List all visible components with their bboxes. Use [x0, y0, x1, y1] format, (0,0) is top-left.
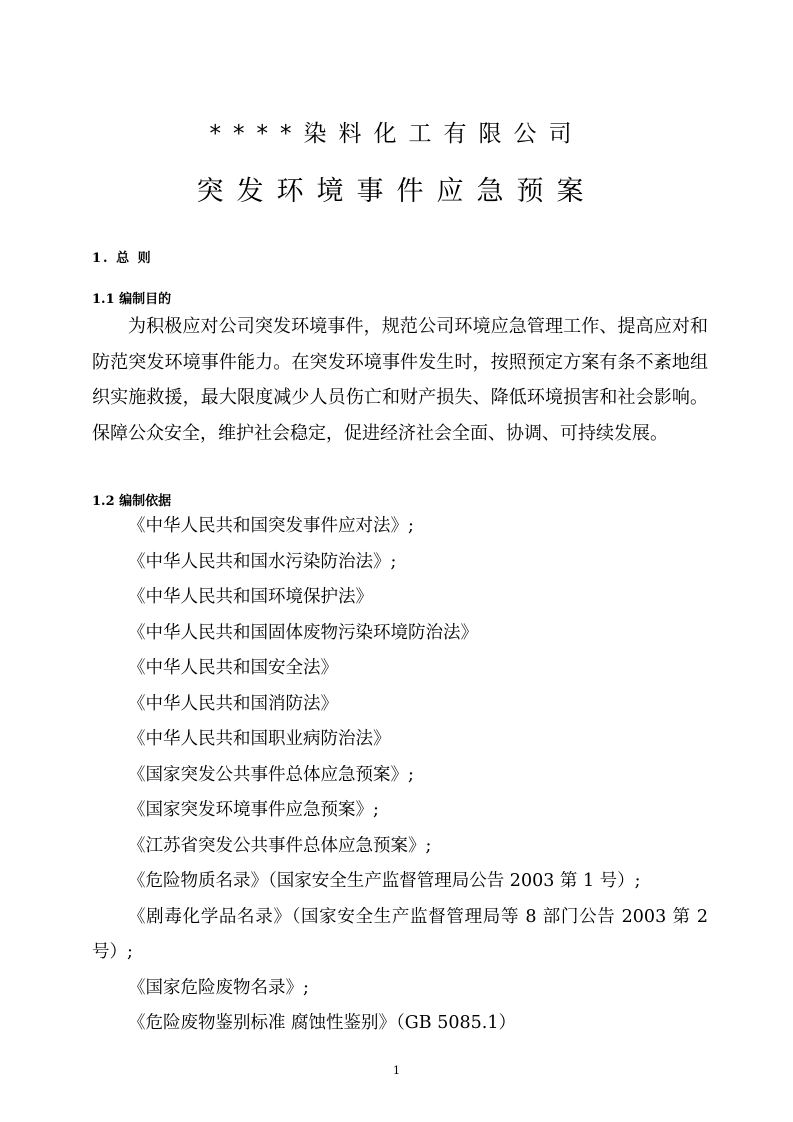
reference-item: 《危险废物鉴别标准 腐蚀性鉴别》（GB 5085.1）: [128, 1013, 516, 1033]
reference-item: 《中华人民共和国突发事件应对法》;: [128, 516, 414, 536]
reference-item: 《中华人民共和国消防法》: [128, 693, 338, 714]
company-name: ****染料化工有限公司: [209, 121, 584, 147]
reference-item: 《中华人民共和国职业病防治法》: [128, 729, 391, 749]
reference-item: 《危险物质名录》（国家安全生产监督管理局公告 2003 第 1 号）;: [128, 871, 641, 891]
reference-item: 《国家危险废物名录》;: [128, 977, 309, 998]
purpose-paragraph: 为积极应对公司突发环境事件，规范公司环境应急管理工作、提高应对和防范突发环境事件能力。在突发环境事件发生时，按照预定方案有条不紊地组织实施救援，最大限度减少人员伤亡和财产损失、降低环境损害和社会影响。保障公众安全，维护社会稳定，促进经济社会全面、协调、可持续发展。: [92, 316, 708, 444]
section-heading-general: 1. 总 则: [92, 251, 153, 266]
page-number: 1: [393, 1064, 400, 1077]
reference-item: 《国家突发环境事件应急预案》;: [128, 800, 379, 820]
reference-item: 《中华人民共和国固体废物污染环境防治法》: [128, 622, 478, 643]
subsection-heading-basis: 1.2 编制依据: [92, 494, 172, 509]
subsection-heading-purpose: 1.1 编制目的: [92, 292, 172, 307]
document-title: 突发环境事件应急预案: [196, 176, 597, 207]
reference-list: [92, 509, 708, 1042]
reference-item: 《中华人民共和国安全法》: [128, 658, 338, 678]
reference-item: 《江苏省突发公共事件总体应急预案》;: [128, 835, 432, 856]
reference-item: 《中华人民共和国水污染防治法》;: [128, 551, 397, 572]
reference-item: 《剧毒化学品名录》（国家安全生产监督管理局等 8 部门公告 2003 第 2 号）;: [92, 906, 708, 962]
reference-item: 《中华人民共和国环境保护法》: [128, 587, 373, 607]
reference-item: 《国家突发公共事件总体应急预案》;: [128, 764, 414, 785]
